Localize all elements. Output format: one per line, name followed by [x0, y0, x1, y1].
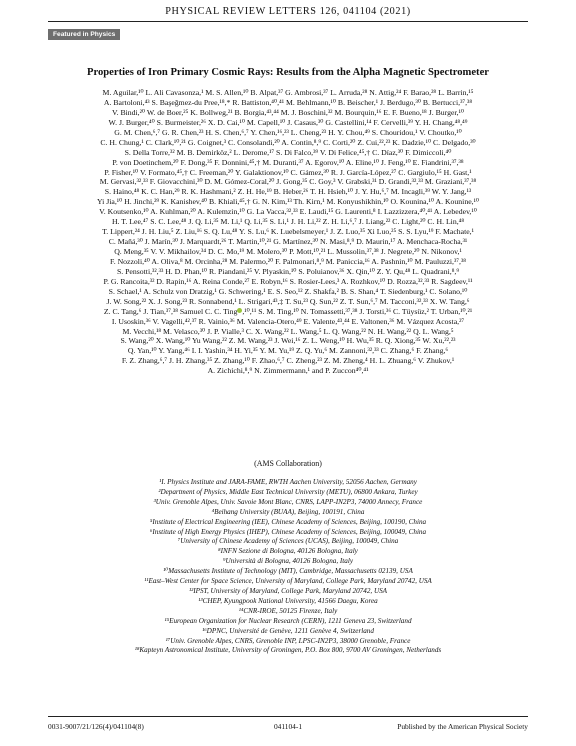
author-line: V. Bindi,²⁰ W. de Boer,²⁵ K. Bollweg,²¹ B. Borgia,⁴³,⁴⁴ M. J. Boschini,³² M. Bourquin,¹⁶ E. F. Bueno,¹⁸ J. Burger,¹⁰ — [111, 107, 465, 117]
author-line: C. H. Chung,¹ C. Clark,¹⁰,²¹ G. Coignet,³ C. Consolandi,²⁰ A. Contin,⁸,⁹ C. Corti,²⁰ Z. Cui,²²,²³ K. Dadzie,¹⁰ C. Delgado,³⁰ — [100, 137, 476, 147]
affiliation: ²Department of Physics, Middle East Technical University (METU), 06800 Ankara, Turkey — [158, 487, 418, 496]
affiliation: ⁶Institute of High Energy Physics (IHEP), Chinese Academy of Sciences, Beijing, 100049, China — [149, 527, 427, 536]
author-line: Q. Meng,³⁵ V. V. Mikhailov,³⁴ D. C. Mo,¹⁹ M. Molero,³⁰ P. Mott,¹⁰,²¹ L. Mussolin,³⁷,³⁸ J. Negrete,²⁰ N. Nikonov,¹ — [114, 247, 462, 256]
author-line: V. Koutsenko,¹⁰ A. Kuhlman,²⁰ A. Kulemzin,¹⁰ G. La Vacca,³²,³³ E. Laudi,¹⁵ G. Laurenti,⁸ I. Lazzizzera,⁴⁰,⁴¹ A. Lebedev,¹⁰ — [99, 207, 477, 217]
journal-header: PHYSICAL REVIEW LETTERS 126, 041104 (2021) — [165, 6, 411, 17]
author-line: C. Mañá,³⁰ J. Marín,³⁰ J. Marquardt,²⁶ T. Martin,¹⁰,²¹ G. Martínez,³⁰ N. Masi,⁸,⁹ D. Maurin,¹⁷ A. Menchaca-Rocha,³¹ — [108, 237, 468, 247]
affiliation: ⁵Institute of Electrical Engineering (IEE), Chinese Academy of Sciences, Beijing, 100190, China — [149, 517, 427, 526]
author-list — [51, 88, 525, 376]
affiliation: ¹⁸Kapteyn Astronomical Institute, University of Groningen, P.O. Box 800, 9700 AV Groningen, Netherlands — [134, 646, 442, 655]
author-line: M. Aguilar,¹⁰ L. Ali Cavasonza,¹ M. S. Allen,¹⁰ B. Alpat,³⁷ G. Ambrosi,³⁷ L. Arruda,²⁸ N. Attig,²⁴ F. Barao,²⁸ L. Barrin,¹⁵ — [102, 88, 474, 97]
affiliation: ¹I. Physics Institute and JARA-FAME, RWTH Aachen University, 52056 Aachen, Germany — [159, 478, 417, 486]
author-ting: Z. C. Tang,⁶ J. Tian,³⁷,³⁸ Samuel C. C. Ting — [103, 306, 238, 316]
author-line: S. Pensotti,³²,³³ H. D. Phan,¹⁰ R. Piandani,²⁵ V. Plyaskin,¹⁰ S. Poluianov,³⁶ X. Qin,¹⁰ Z. Y. Qu,⁴⁸ L. Quadrani,⁸,⁹ — [116, 266, 460, 276]
collaboration-name: (AMS Collaboration) — [254, 459, 322, 468]
author-line: H. T. Lee,⁴⁷ S. C. Lee,⁴⁸ J. Q. Li,³⁵ M. Li,¹ Q. Li,³⁵ S. Li,¹ J. H. Li,²² Z. H. Li,⁶,⁷ J. Liang,²² C. Light,²⁰ C. H. Lin,⁴⁸ — [111, 217, 465, 227]
author-line: P. G. Rancoita,³² D. Rapin,¹⁶ A. Reina Conde,²⁷ E. Robyn,¹⁶ S. Rosier-Lees,³ A. Rozhkov,¹⁰ D. Rozza,³²,³³ R. Sagdeev,¹¹ — [103, 276, 473, 286]
publisher-note: Published by the American Physical Society — [397, 722, 528, 731]
affiliation: ⁷University of Chinese Academy of Sciences (UCAS), Beijing, 100049, China — [177, 537, 399, 546]
author-line: I. Usoskin,³⁶ V. Vagelli,⁴²,³⁷ R. Vainio,³⁶ M. Valencia-Otero,⁴⁹ E. Valente,⁴³,⁴⁴ E. Valtonen,³⁶ M. Vázquez Acosta,²⁷ — [111, 316, 465, 326]
affiliation-list — [48, 478, 528, 656]
affiliation: ¹⁰Massachusetts Institute of Technology (MIT), Cambridge, Massachusetts 02139, USA — [163, 567, 413, 576]
footer-rule — [48, 716, 528, 717]
page-number: 041104-1 — [273, 722, 303, 731]
author-line: T. Lippert,²⁴ J. H. Liu,⁵ Z. Liu,¹⁶ S. Q. Lu,⁴⁸ Y. S. Lu,⁶ K. Luebelsmeyer,¹ J. Z. Luo,³⁵ Xi Luo,²⁵ S. S. Lyu,¹⁹ F. Machate,¹ — [102, 227, 474, 237]
featured-badge: Featured in Physics — [48, 29, 120, 40]
author-line: F. Z. Zhang,⁶,⁷ J. H. Zhang,³⁵ Z. Zhang,¹⁰ F. Zhao,⁶,⁷ C. Zheng,²³ Z. M. Zheng,⁴ H. L. Zhuang,⁶ V. Zhukov,¹ — [121, 356, 455, 366]
author-line: Q. Yan,¹⁰ Y. Yang,⁴⁶ I. I. Yashin,³⁴ H. Yi,³⁵ Y. M. Yu,¹⁹ Z. Q. Yu,⁶ M. Zannoni,³²,³³ C. Zhang,⁶ F. Zhang,⁶ — [127, 346, 449, 356]
affiliation: ¹⁷Univ. Grenoble Alpes, CNRS, Grenoble INP, LPSC-IN2P3, 38000 Grenoble, France — [165, 636, 411, 645]
header-rule — [48, 21, 528, 22]
author-line: S. Wang,²⁰ X. Wang,¹⁰ Yu Wang,²² Z. M. Wang,²³ J. Wei,¹⁶ Z. L. Weng,¹⁰ H. Wu,³⁵ R. Q. Xiong,³⁵ W. Xu,²²,²³ — [120, 336, 456, 346]
author-line: P. von Doetinchem,²⁰ F. Dong,³⁵ F. Donnini,⁴⁵,† M. Duranti,³⁷ A. Egorov,¹⁰ A. Eline,¹⁰ J. Feng,¹⁰ E. Fiandrini,³⁷,³⁸ — [112, 157, 464, 167]
affiliation: ³Univ. Grenoble Alpes, Univ. Savoie Mont Blanc, CNRS, LAPP-IN2P3, 74000 Annecy, France — [153, 497, 423, 506]
affiliation: ⁹Università di Bologna, 40126 Bologna, Italy — [222, 557, 353, 566]
author-line-ting — [51, 307, 525, 317]
affiliation: ¹¹East–West Center for Space Science, University of Maryland, College Park, Maryland 20742, USA — [144, 577, 432, 586]
author-line: S. Schael,¹ A. Schulz von Dratzig,¹ G. Schwering,¹ E. S. Seo,¹² Z. Shakfa,² B. S. Shan,⁴ T. Siedenburg,¹ C. Solano,¹⁰ — [108, 286, 468, 296]
author-line: A. Zichichi,⁸,⁹ N. Zimmermann,¹ and P. Zuccon⁴⁰,⁴¹ — [207, 366, 369, 376]
affiliation: ⁴Beihang University (BUAA), Beijing, 100191, China — [211, 507, 365, 516]
author-line: F. Nozzoli,⁴⁰ A. Oliva,⁸ M. Orcinha,²⁸ M. Palermo,²⁰ F. Palmonari,⁸,⁹ M. Paniccia,¹⁶ A. Pashnin,¹⁰ M. Pauluzzi,³⁷,³⁸ — [110, 256, 466, 266]
author-line: M. Gervasi,³²,³³ F. Giovacchini,³⁰ D. M. Gómez-Coral,²⁰ J. Gong,³⁵ C. Goy,³ V. Grabski,³¹ D. Grandi,³²,³³ M. Graziani,³⁷,³⁸ — [99, 177, 477, 187]
author-line: S. Haino,⁴⁸ K. C. Han,²⁹ R. K. Hashmani,² Z. H. He,¹⁹ B. Heber,²⁶ T. H. Hsieh,¹⁰ J. Y. Hu,⁶,⁷ M. Incagli,³⁹ W. Y. Jang,¹³ — [104, 187, 472, 197]
affiliation: ⁸INFN Sezione di Bologna, 40126 Bologna, Italy — [218, 547, 358, 556]
author-line: A. Bartoloni,⁴³ S. Başeğmez-du Pree,¹⁸,* R. Battiston,⁴⁰,⁴¹ M. Behlmann,¹⁰ B. Beischer,¹ J. Berdugo,³⁰ B. Bertucci,³⁷,³⁸ — [103, 97, 473, 107]
footer-doi-code: 0031-9007/21/126(4)/041104(8) — [48, 722, 144, 731]
affiliation: ¹⁶DPNC, Université de Genève, 1211 Genève 4, Switzerland — [202, 626, 374, 635]
author-line: W. J. Burger,⁴⁰ S. Burmeister,²⁶ X. D. Cai,¹⁰ M. Capell,¹⁰ J. Casaus,³⁰ G. Castellini,¹⁴ F. Cervelli,³⁹ Y. H. Chang,⁴⁸,⁴⁹ — [108, 117, 468, 127]
author-line: G. M. Chen,⁶,⁷ G. R. Chen,²³ H. S. Chen,⁶,⁷ Y. Chen,¹⁶,²³ L. Cheng,²³ H. Y. Chou,⁴⁹ S. Chouridou,¹ V. Choutko,¹⁰ — [114, 127, 462, 137]
affiliation: ¹³CHEP, Kyungpook National University, 41566 Daegu, Korea — [198, 596, 378, 605]
author-line: M. Vecchi,¹⁸ M. Velasco,³⁰ J. P. Vialle,³ C. X. Wang,²² L. Wang,⁵ L. Q. Wang,²² N. H. Wang,²² Q. L. Wang,⁵ — [122, 326, 454, 336]
author-line: Yi Jia,¹⁰ H. Jinchi,²⁹ K. Kanishev,⁴⁰ B. Khiali,⁴⁵,† G. N. Kim,¹³ Th. Kirn,¹ M. Konyushikhin,¹⁰ O. Kounina,¹⁰ A. Kounine,¹⁰ — [96, 197, 480, 207]
author-line-tail: ,¹⁰,¹¹ S. M. Ting,¹⁰ N. Tomassetti,³⁷,³⁸ J. Torsti,³⁶ C. Tüysüz,² T. Urban,¹⁰,²¹ — [242, 306, 473, 316]
author-line: J. W. Song,²² X. J. Song,²³ R. Sonnabend,¹ L. Strigari,⁴³,‡ T. Su,²³ Q. Sun,²² Z. T. Sun,⁶,⁷ M. Tacconi,³²,³³ X. W. Tang,⁶ — [106, 296, 470, 306]
author-line: S. Della Torre,³² M. B. Demirköz,² L. Derome,¹⁷ S. Di Falco,³⁹ V. Di Felice,⁴⁵,† C. Díaz,³⁰ F. Dimiccoli,⁴⁰ — [124, 147, 452, 157]
affiliation: ¹⁵European Organization for Nuclear Research (CERN), 1211 Geneva 23, Switzerland — [164, 616, 412, 625]
article-title: Properties of Iron Primary Cosmic Rays: Results from the Alpha Magnetic Spectrometer — [87, 67, 489, 78]
affiliation: ¹²IPST, University of Maryland, College Park, Maryland 20742, USA — [188, 586, 388, 595]
author-line: P. Fisher,¹⁰ V. Formato,⁴⁵,† C. Freeman,²⁰ Y. Galaktionov,¹⁰ C. Gámez,³⁰ R. J. García-López,²⁷ C. Gargiulo,¹⁵ H. Gast,¹ — [104, 167, 472, 177]
affiliation: ¹⁴CNR-IROE, 50125 Firenze, Italy — [238, 606, 338, 615]
